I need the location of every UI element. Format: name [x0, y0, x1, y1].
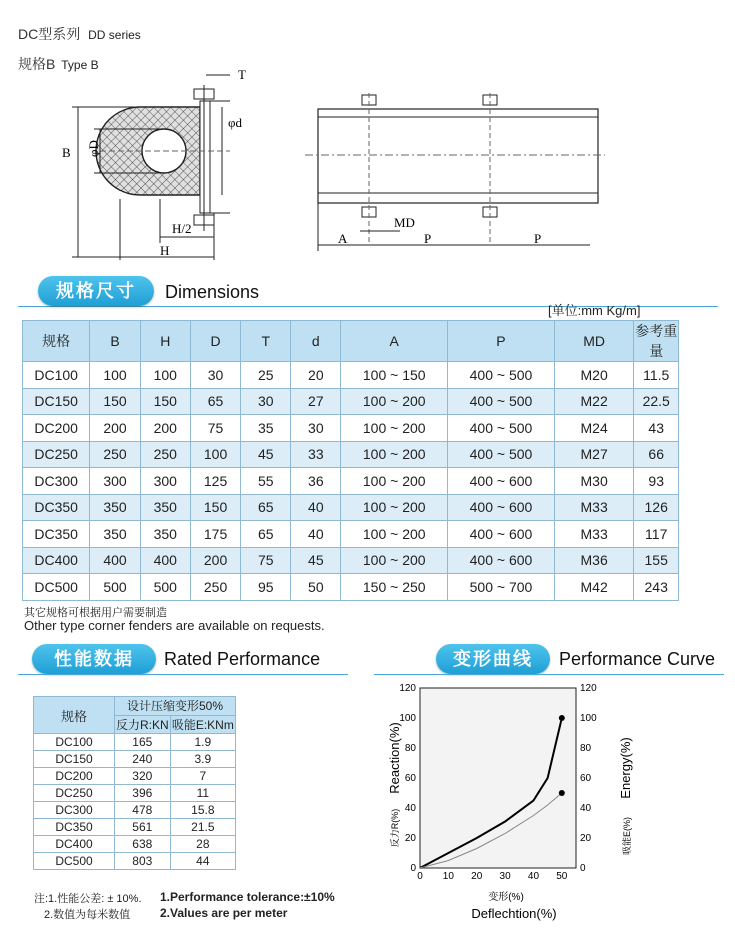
footnote-en1: 1.Performance tolerance:±10%	[160, 890, 335, 904]
perf-energy-header: 吸能E:KNm	[170, 715, 235, 734]
table-row	[34, 785, 236, 802]
dim-cell: 75	[241, 547, 291, 574]
table-row	[23, 441, 679, 468]
dim-cell: 100	[140, 362, 190, 389]
perf-cell: 1.9	[170, 734, 235, 751]
table-row	[23, 521, 679, 548]
dim-cell: 55	[241, 468, 291, 495]
table-row	[23, 494, 679, 521]
dim-cell: 200	[90, 415, 140, 442]
dim-cell: 350	[90, 521, 140, 548]
dimensions-header-row	[23, 321, 679, 362]
series-title-cn: DC型系列	[18, 26, 81, 42]
dim-cell: 150 ~ 250	[341, 574, 448, 601]
y-right-label-en: Energy(%)	[618, 737, 633, 799]
dim-cell: 11.5	[634, 362, 679, 389]
label-t: T	[238, 67, 246, 82]
x-tick-label: 20	[471, 871, 483, 882]
x-tick-label: 30	[499, 871, 511, 882]
dim-cell: 30	[190, 362, 240, 389]
dim-cell: 150	[190, 494, 240, 521]
dim-cell: M36	[554, 547, 634, 574]
y-right-tick-label: 100	[580, 713, 597, 724]
dim-cell: DC200	[23, 415, 90, 442]
dim-cell: 20	[291, 362, 341, 389]
dim-cell: M33	[554, 494, 634, 521]
dim-cell: 30	[241, 388, 291, 415]
dim-cell: 250	[190, 574, 240, 601]
table-row	[23, 468, 679, 495]
label-md: MD	[394, 215, 415, 230]
dim-cell: 35	[241, 415, 291, 442]
dim-cell: DC350	[23, 494, 90, 521]
dim-cell: 500 ~ 700	[448, 574, 555, 601]
dim-cell: 40	[291, 494, 341, 521]
type-title-en: Type B	[61, 58, 99, 72]
dim-header-1: B	[90, 321, 140, 362]
perf-cell: DC100	[34, 734, 115, 751]
dim-cell: 400 ~ 600	[448, 521, 555, 548]
dim-cell: 125	[190, 468, 240, 495]
dim-cell: 65	[241, 521, 291, 548]
dim-header-8: MD	[554, 321, 634, 362]
dim-cell: 175	[190, 521, 240, 548]
x-axis-label-en: Deflechtion(%)	[471, 906, 557, 921]
dim-cell: 36	[291, 468, 341, 495]
y-left-label-en: Reaction(%)	[387, 722, 402, 794]
label-phiD: φD	[86, 140, 101, 157]
dim-cell: 100 ~ 200	[341, 415, 448, 442]
label-b: B	[62, 145, 71, 160]
dim-cell: 100	[190, 441, 240, 468]
dim-cell: 100 ~ 200	[341, 547, 448, 574]
dim-cell: 95	[241, 574, 291, 601]
y-left-tick-label: 40	[404, 803, 416, 814]
dim-cell: 400 ~ 500	[448, 388, 555, 415]
perf-cell: 28	[170, 836, 235, 853]
dim-cell: 66	[634, 441, 679, 468]
x-tick-label: 0	[417, 871, 423, 882]
dim-cell: 40	[291, 521, 341, 548]
y-right-tick-label: 80	[580, 743, 592, 754]
dim-cell: 100 ~ 200	[341, 468, 448, 495]
chart-axes	[420, 688, 576, 868]
dim-cell: 100 ~ 200	[341, 494, 448, 521]
y-left-tick-label: 120	[399, 683, 416, 694]
footnote-cn2: 2.数值为每米数值	[44, 909, 131, 921]
perf-cell: 165	[115, 734, 171, 751]
dim-cell: 150	[90, 388, 140, 415]
perf-cell: 21.5	[170, 819, 235, 836]
table-row	[34, 734, 236, 751]
plot-area	[420, 688, 576, 868]
curve-title-en: Performance Curve	[559, 649, 716, 669]
dim-cell: DC500	[23, 574, 90, 601]
y-right-label-cn: 吸能E(%)	[622, 817, 632, 855]
dimensions-title-en: Dimensions	[165, 282, 260, 302]
table-row	[34, 802, 236, 819]
dim-cell: 45	[241, 441, 291, 468]
perf-cell: 638	[115, 836, 171, 853]
dim-header-3: D	[190, 321, 240, 362]
dim-cell: 500	[140, 574, 190, 601]
note-en: Other type corner fenders are available on requests.	[24, 618, 325, 633]
table-row	[23, 388, 679, 415]
dim-cell: 75	[190, 415, 240, 442]
perf-cell: DC400	[34, 836, 115, 853]
dim-cell: 65	[241, 494, 291, 521]
dim-cell: 400	[90, 547, 140, 574]
dim-cell: 400 ~ 600	[448, 468, 555, 495]
dim-cell: 150	[140, 388, 190, 415]
dim-cell: 250	[140, 441, 190, 468]
y-left-tick-label: 0	[410, 863, 416, 874]
type-title-cn: 规格B	[18, 56, 56, 72]
y-left-tick-label: 80	[404, 743, 416, 754]
perf-spec-header: 规格	[34, 697, 115, 734]
perf-cell: 7	[170, 768, 235, 785]
dim-cell: 200	[190, 547, 240, 574]
label-p2: P	[534, 231, 542, 246]
dim-cell: 350	[140, 494, 190, 521]
dim-cell: 117	[634, 521, 679, 548]
dim-cell: 25	[241, 362, 291, 389]
dim-cell: 155	[634, 547, 679, 574]
dim-cell: DC400	[23, 547, 90, 574]
footnote-cn1: 注:1.性能公差: ± 10%.	[34, 893, 142, 905]
table-row	[23, 574, 679, 601]
table-row	[23, 547, 679, 574]
dim-cell: 300	[140, 468, 190, 495]
dim-cell: M33	[554, 521, 634, 548]
perf-cell: 44	[170, 853, 235, 870]
dim-cell: 243	[634, 574, 679, 601]
y-left-tick-label: 60	[404, 773, 416, 784]
dim-cell: DC350	[23, 521, 90, 548]
perf-cell: 320	[115, 768, 171, 785]
perf-cell: DC250	[34, 785, 115, 802]
perf-group-header: 设计压缩变形50%	[115, 697, 236, 716]
dim-cell: M24	[554, 415, 634, 442]
label-phid: φd	[228, 115, 243, 130]
dim-cell: 100 ~ 150	[341, 362, 448, 389]
dim-cell: DC100	[23, 362, 90, 389]
perf-cell: 803	[115, 853, 171, 870]
dim-header-2: H	[140, 321, 190, 362]
dim-cell: 45	[291, 547, 341, 574]
dim-cell: 43	[634, 415, 679, 442]
dim-cell: 250	[90, 441, 140, 468]
x-tick-label: 40	[527, 871, 540, 882]
dim-cell: 350	[90, 494, 140, 521]
series-title-en: DD series	[88, 28, 141, 42]
table-row	[34, 853, 236, 870]
x-tick-label: 10	[442, 871, 454, 882]
y-right-tick-label: 40	[580, 803, 592, 814]
perf-cell: 561	[115, 819, 171, 836]
dim-cell: 93	[634, 468, 679, 495]
perf-reaction-header: 反力R:KN	[115, 715, 171, 734]
series-endpoint-reaction	[559, 715, 565, 721]
label-h2: H/2	[172, 221, 192, 236]
dim-cell: M22	[554, 388, 634, 415]
dim-cell: 27	[291, 388, 341, 415]
y-right-tick-label: 0	[580, 863, 586, 874]
curve-rule	[374, 674, 724, 675]
dim-cell: M27	[554, 441, 634, 468]
label-p1: P	[424, 231, 432, 246]
perf-cell: 478	[115, 802, 171, 819]
dim-cell: 100	[90, 362, 140, 389]
y-left-tick-label: 20	[404, 833, 416, 844]
table-row	[34, 836, 236, 853]
perf-cell: 3.9	[170, 751, 235, 768]
dim-header-7: P	[448, 321, 555, 362]
dim-cell: 400 ~ 500	[448, 415, 555, 442]
dim-header-9: 参考重量	[634, 321, 679, 362]
table-row	[34, 751, 236, 768]
dim-header-6: A	[341, 321, 448, 362]
dim-cell: M30	[554, 468, 634, 495]
dim-cell: DC250	[23, 441, 90, 468]
dim-cell: 400 ~ 500	[448, 441, 555, 468]
perf-cell: DC300	[34, 802, 115, 819]
dim-cell: 22.5	[634, 388, 679, 415]
note-cn: 其它规格可根据用户需要制造	[24, 607, 167, 619]
series-title	[18, 24, 141, 44]
table-row	[23, 415, 679, 442]
dim-cell: DC300	[23, 468, 90, 495]
dim-cell: 33	[291, 441, 341, 468]
unit-label: [单位:mm Kg/m]	[548, 303, 641, 318]
perf-cell: 11	[170, 785, 235, 802]
x-tick-label: 50	[556, 871, 568, 882]
performance-curve-chart	[380, 678, 650, 928]
perf-cell: 396	[115, 785, 171, 802]
performance-pill: 性能数据	[32, 644, 156, 674]
dim-cell: M42	[554, 574, 634, 601]
performance-table	[33, 696, 236, 870]
series-endpoint-energy	[559, 790, 565, 796]
y-right-tick-label: 60	[580, 773, 592, 784]
dim-cell: 400 ~ 600	[448, 547, 555, 574]
dim-cell: 400	[140, 547, 190, 574]
dim-cell: 126	[634, 494, 679, 521]
dim-cell: 100 ~ 200	[341, 388, 448, 415]
dimensions-pill: 规格尺寸	[38, 276, 154, 306]
y-right-tick-label: 20	[580, 833, 592, 844]
perf-cell: DC150	[34, 751, 115, 768]
perf-cell: DC350	[34, 819, 115, 836]
y-left-tick-label: 100	[399, 713, 416, 724]
table-row	[34, 819, 236, 836]
dim-cell: DC150	[23, 388, 90, 415]
y-left-label-cn: 反力R(%)	[390, 808, 400, 848]
dim-cell: 50	[291, 574, 341, 601]
dim-cell: 300	[90, 468, 140, 495]
perf-cell: DC500	[34, 853, 115, 870]
fender-front-view	[305, 93, 605, 251]
dim-header-4: T	[241, 321, 291, 362]
perf-cell: 15.8	[170, 802, 235, 819]
perf-cell: DC200	[34, 768, 115, 785]
dim-cell: 500	[90, 574, 140, 601]
performance-title-en: Rated Performance	[164, 649, 321, 669]
perf-cell: 240	[115, 751, 171, 768]
table-row	[34, 768, 236, 785]
dim-cell: 65	[190, 388, 240, 415]
footnote-en2: 2.Values are per meter	[160, 906, 288, 920]
label-a: A	[338, 231, 348, 246]
curve-pill: 变形曲线	[436, 644, 550, 674]
dim-cell: M20	[554, 362, 634, 389]
dimensions-table	[22, 320, 679, 601]
y-right-tick-label: 120	[580, 683, 597, 694]
dim-cell: 100 ~ 200	[341, 521, 448, 548]
table-row	[23, 362, 679, 389]
performance-rule	[18, 674, 348, 675]
dim-cell: 30	[291, 415, 341, 442]
dim-cell: 350	[140, 521, 190, 548]
dim-header-5: d	[291, 321, 341, 362]
technical-drawing	[60, 65, 620, 260]
x-axis-label-cn: 变形(%)	[488, 892, 524, 903]
dim-cell: 100 ~ 200	[341, 441, 448, 468]
dim-cell: 200	[140, 415, 190, 442]
dim-cell: 400 ~ 600	[448, 494, 555, 521]
fender-side-view	[72, 75, 230, 260]
dim-header-0: 规格	[23, 321, 90, 362]
dim-cell: 400 ~ 500	[448, 362, 555, 389]
label-h: H	[160, 243, 170, 258]
